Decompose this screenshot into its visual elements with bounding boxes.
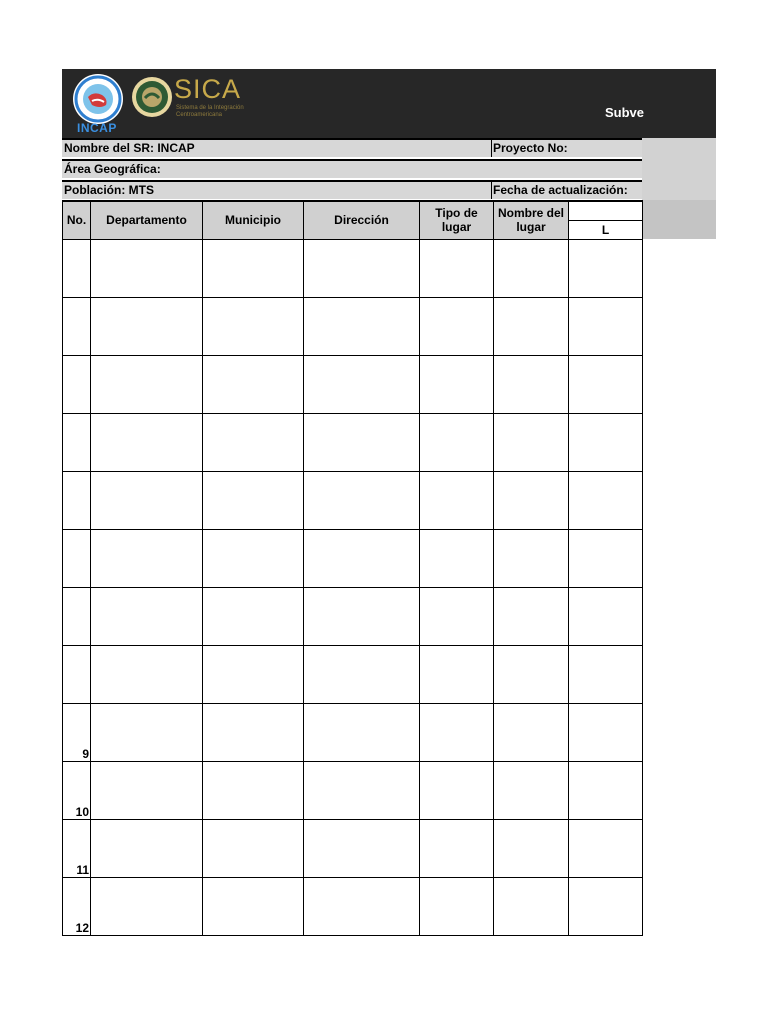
table-cell[interactable] [91,819,203,877]
table-row [63,819,643,877]
tipo-lugar-line2: lugar [441,220,472,235]
col-header-no: No. [63,201,91,239]
table-cell[interactable] [569,413,643,471]
table-cell[interactable] [569,877,643,935]
fecha-label: Fecha de actualización: [493,183,628,197]
row-number-cell[interactable] [63,355,91,413]
row-number-cell[interactable] [63,413,91,471]
table-cell[interactable] [91,239,203,297]
table-cell[interactable] [304,413,420,471]
table-cell[interactable] [304,529,420,587]
table-cell[interactable] [420,761,494,819]
table-cell[interactable] [203,761,304,819]
sica-seal-icon [130,76,174,118]
table-cell[interactable] [569,297,643,355]
table-cell[interactable] [420,471,494,529]
incap-label: INCAP [77,121,117,135]
table-cell[interactable] [420,703,494,761]
table-cell[interactable] [203,819,304,877]
table-cell[interactable] [420,355,494,413]
table-cell[interactable] [304,587,420,645]
table-row [63,529,643,587]
col-header-blank [569,201,643,220]
table-cell[interactable] [420,413,494,471]
proyecto-label: Proyecto No: [493,141,568,155]
table-cell[interactable] [569,703,643,761]
table-cell[interactable] [494,587,569,645]
nombre-sr-label: Nombre del SR: INCAP [64,141,195,155]
table-cell[interactable] [203,529,304,587]
table-cell[interactable] [494,239,569,297]
table-cell[interactable] [569,529,643,587]
row-number-cell[interactable] [63,471,91,529]
info-row-nombre [62,138,642,157]
info-divider [491,182,492,199]
right-gray-band-lower [642,200,716,239]
table-cell[interactable] [304,297,420,355]
table-cell[interactable] [203,877,304,935]
row-number-cell[interactable] [63,645,91,703]
table-cell[interactable] [494,703,569,761]
incap-logo-icon [72,73,124,125]
table-cell[interactable] [304,703,420,761]
col-header-nombre-lugar [494,201,569,239]
table-cell[interactable] [420,587,494,645]
table-cell[interactable] [420,819,494,877]
table-cell[interactable] [569,645,643,703]
nombre-lugar-line1: Nombre del [497,206,564,221]
table-cell[interactable] [203,297,304,355]
row-number-cell[interactable] [63,239,91,297]
table-cell[interactable] [494,413,569,471]
table-cell[interactable] [420,239,494,297]
table-cell[interactable] [91,471,203,529]
table-cell[interactable] [91,529,203,587]
nombre-lugar-line2: lugar [516,220,546,235]
row-number-cell[interactable]: 11 [63,819,91,877]
table-cell[interactable] [203,587,304,645]
table-cell[interactable] [304,355,420,413]
header-banner [62,69,716,138]
table-cell[interactable] [569,471,643,529]
table-cell[interactable] [494,761,569,819]
table-row [63,761,643,819]
table-cell[interactable] [494,355,569,413]
table-cell[interactable] [304,239,420,297]
col-header-municipio: Municipio [203,201,304,239]
table-cell[interactable] [494,471,569,529]
table-cell[interactable] [91,761,203,819]
table-row [63,645,643,703]
table-cell[interactable] [569,239,643,297]
table-cell[interactable] [494,529,569,587]
table-row [63,413,643,471]
col-header-tipo-lugar [420,201,494,239]
table-cell[interactable] [203,703,304,761]
right-gray-band [642,138,716,200]
row-number-cell[interactable] [63,297,91,355]
table-cell[interactable] [494,877,569,935]
table-cell[interactable] [91,877,203,935]
info-row-poblacion [62,180,642,199]
row-number-cell[interactable]: 10 [63,761,91,819]
poblacion-label: Población: MTS [64,183,154,197]
banner-title: Subve [605,105,645,120]
table-row [63,877,643,935]
info-divider [491,140,492,157]
row-number-cell[interactable] [63,587,91,645]
col-header-direccion: Dirección [304,201,420,239]
table-cell[interactable] [91,297,203,355]
sica-label: SICA [174,74,242,104]
table-row [63,297,643,355]
table-cell[interactable] [304,471,420,529]
table-cell[interactable] [420,877,494,935]
tipo-lugar-line1: Tipo de [435,206,478,221]
col-header-sub-l: L [569,220,643,239]
table-cell[interactable] [304,761,420,819]
table-cell[interactable] [494,645,569,703]
col-header-departamento: Departamento [91,201,203,239]
row-number-cell[interactable]: 9 [63,703,91,761]
table-cell[interactable] [569,761,643,819]
table-cell[interactable] [569,819,643,877]
table-cell[interactable] [420,297,494,355]
table-cell[interactable] [494,819,569,877]
row-number-cell[interactable] [63,529,91,587]
row-number-cell[interactable]: 12 [63,877,91,935]
table-cell[interactable] [304,819,420,877]
table-row [63,587,643,645]
table-cell[interactable] [91,645,203,703]
table-row [63,471,643,529]
table-cell[interactable] [569,355,643,413]
table-cell[interactable] [91,703,203,761]
table-cell[interactable] [203,355,304,413]
table-cell[interactable] [203,413,304,471]
table-row [63,355,643,413]
table-cell[interactable] [91,413,203,471]
table-body [63,239,643,935]
table-cell[interactable] [91,587,203,645]
sica-subtitle: Sistema de la Integración Centroamericana [176,105,244,118]
table-cell[interactable] [203,239,304,297]
table-row [63,239,643,297]
table-cell[interactable] [569,587,643,645]
table-cell[interactable] [203,471,304,529]
table-cell[interactable] [304,645,420,703]
info-row-area [62,159,642,178]
table-cell[interactable] [203,645,304,703]
location-table [62,200,643,936]
table-row [63,703,643,761]
table-cell[interactable] [420,529,494,587]
table-cell[interactable] [494,297,569,355]
area-label: Área Geográfica: [64,162,161,176]
table-cell[interactable] [91,355,203,413]
table-cell[interactable] [420,645,494,703]
table-cell[interactable] [304,877,420,935]
